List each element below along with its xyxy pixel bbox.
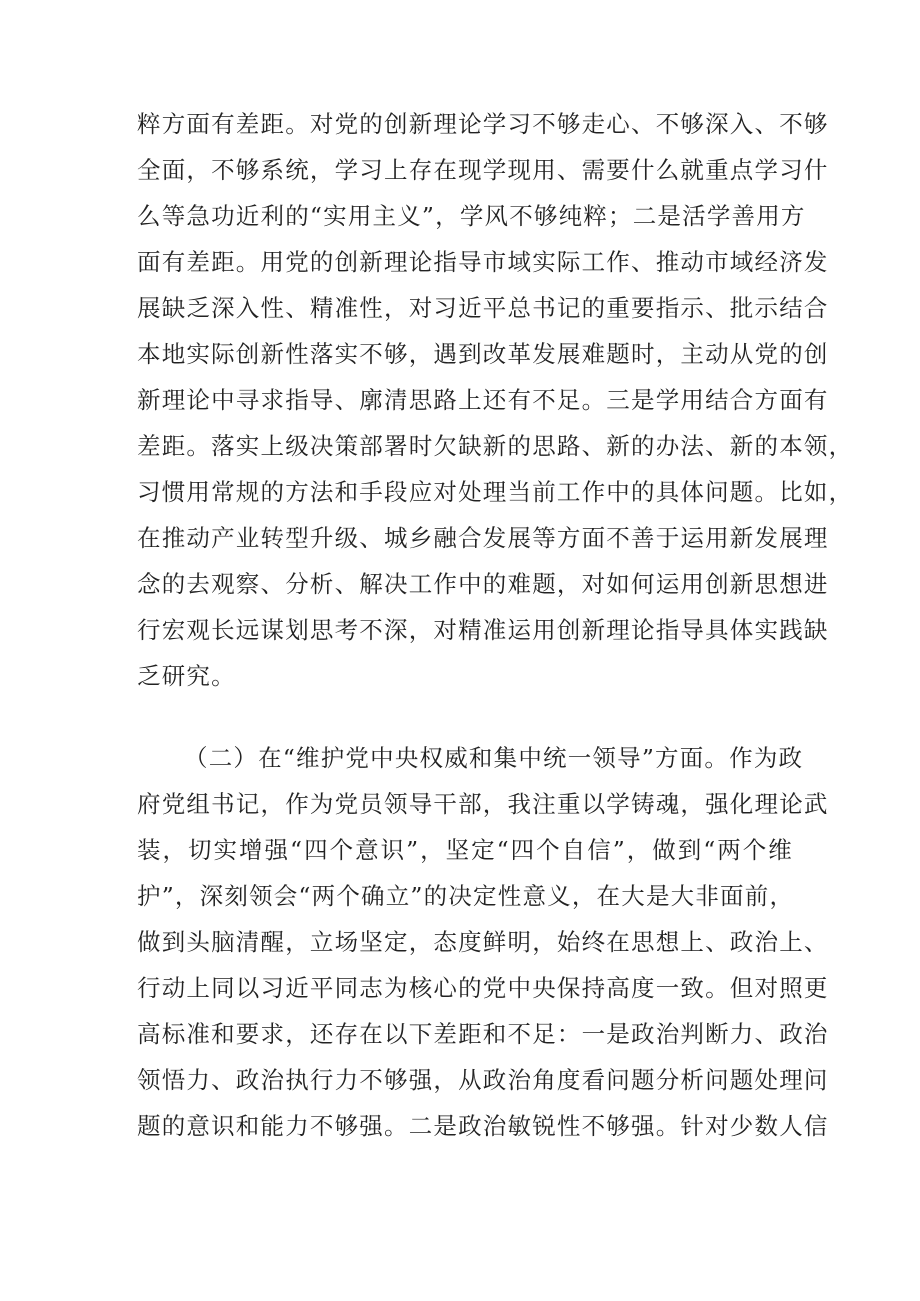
paragraph-line: 行动上同以习近平同志为核心的党中央保持高度一致。但对照更: [137, 974, 829, 1002]
paragraph-line: 本地实际创新性落实不够，遇到改革发展难题时，主动从党的创: [137, 340, 829, 368]
paragraph-line: 全面，不够系统，学习上存在现学现用、需要什么就重点学习什: [137, 156, 829, 184]
paragraph-1: [137, 101, 854, 699]
paragraph-line: 护”，深刻领会“两个确立”的决定性意义，在大是大非面前，: [137, 882, 795, 910]
paragraph-line: 粹方面有差距。对党的创新理论学习不够走心、不够深入、不够: [137, 110, 829, 138]
paragraph-line: 府党组书记，作为党员领导干部，我注重以学铸魂，强化理论武: [137, 790, 829, 818]
paragraph-line: 乏研究。: [137, 662, 236, 690]
paragraph-line: 差距。落实上级决策部署时欠缺新的思路、新的办法、新的本领，: [137, 432, 854, 460]
paragraph-line: 题的意识和能力不够强。二是政治敏锐性不够强。针对少数人信: [137, 1112, 829, 1140]
paragraph-line: 面有差距。用党的创新理论指导市域实际工作、推动市域经济发: [137, 248, 829, 276]
paragraph-line: 高标准和要求，还存在以下差距和不足：一是政治判断力、政治: [137, 1020, 829, 1048]
paragraph-line: 念的去观察、分析、解决工作中的难题，对如何运用创新思想进: [137, 570, 829, 598]
paragraph-line: （二）在“维护党中央权威和集中统一领导”方面。作为政: [184, 744, 804, 772]
paragraph-line: 在推动产业转型升级、城乡融合发展等方面不善于运用新发展理: [137, 524, 829, 552]
paragraph-line: 习惯用常规的方法和手段应对处理当前工作中的具体问题。比如，: [137, 478, 854, 506]
paragraph-line: 行宏观长远谋划思考不深，对精准运用创新理论指导具体实践缺: [137, 616, 829, 644]
paragraph-line: 展缺乏深入性、精准性，对习近平总书记的重要指示、批示结合: [137, 294, 829, 322]
paragraph-line: 装，切实增强“四个意识”，坚定“四个自信”，做到“两个维: [137, 836, 793, 864]
paragraph-line: 新理论中寻求指导、廓清思路上还有不足。三是学用结合方面有: [137, 386, 829, 414]
paragraph-2: [137, 735, 829, 1149]
paragraph-line: 做到头脑清醒，立场坚定，态度鲜明，始终在思想上、政治上、: [137, 928, 829, 956]
paragraph-line: 领悟力、政治执行力不够强，从政治角度看问题分析问题处理问: [137, 1066, 829, 1094]
paragraph-line: 么等急功近利的“实用主义”，学风不够纯粹；二是活学善用方: [137, 202, 806, 230]
